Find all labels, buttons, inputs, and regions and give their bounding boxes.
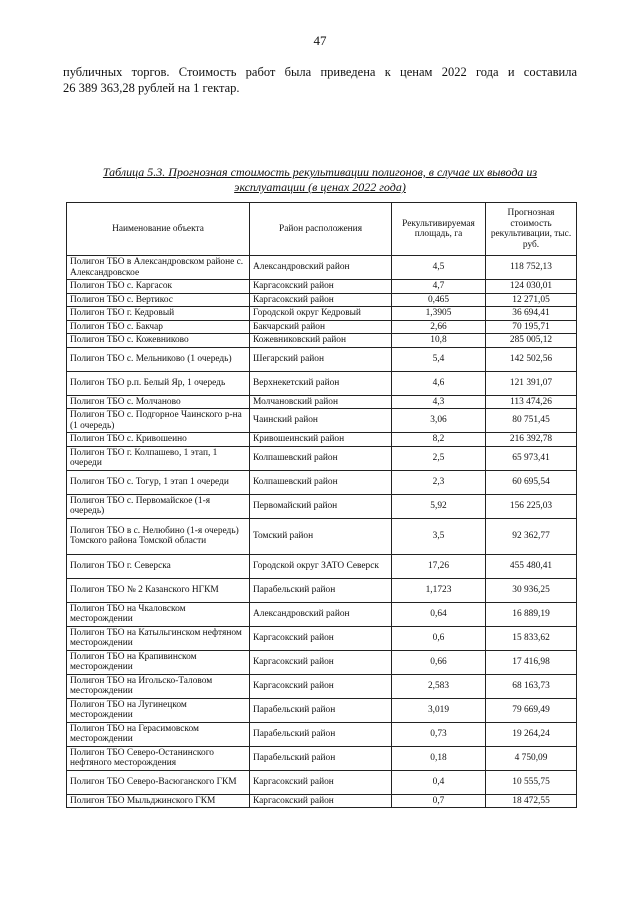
cell-object-name: Полигон ТБО с. Тогур, 1 этап 1 очереди	[67, 470, 250, 494]
table-caption-line-2: эксплуатации (в ценах 2022 года)	[234, 180, 406, 194]
cell-district: Александровский район	[250, 256, 392, 280]
table-caption	[63, 165, 577, 195]
table-row	[67, 770, 577, 794]
cell-object-name: Полигон ТБО с. Кривошеино	[67, 433, 250, 447]
cell-object-name: Полигон ТБО г. Кедровый	[67, 307, 250, 321]
cell-cost: 142 502,56	[486, 347, 577, 371]
cell-cost: 70 195,71	[486, 320, 577, 334]
cell-district: Шегарский район	[250, 347, 392, 371]
table-body	[67, 256, 577, 808]
cell-district: Первомайский район	[250, 494, 392, 518]
cell-cost: 216 392,78	[486, 433, 577, 447]
cell-area: 0,6	[392, 626, 486, 650]
cell-object-name: Полигон ТБО с. Вертикос	[67, 293, 250, 307]
cell-district: Каргасокский район	[250, 794, 392, 808]
table-row	[67, 746, 577, 770]
table-row	[67, 698, 577, 722]
cell-object-name: Полигон ТБО с. Бакчар	[67, 320, 250, 334]
cell-cost: 65 973,41	[486, 446, 577, 470]
cell-district: Александровский район	[250, 602, 392, 626]
cell-cost: 80 751,45	[486, 409, 577, 433]
cell-object-name: Полигон ТБО Мыльджинского ГКМ	[67, 794, 250, 808]
cell-district: Каргасокский район	[250, 280, 392, 294]
table-row	[67, 347, 577, 371]
cell-area: 4,7	[392, 280, 486, 294]
cell-district: Каргасокский район	[250, 650, 392, 674]
intro-line-1: публичных торгов. Стоимость работ была приведена к ценам 2022 года и составила	[63, 65, 577, 79]
table-header-row	[67, 203, 577, 256]
header-cost: Прогнозная стоимость рекультивации, тыс. руб.	[486, 203, 577, 256]
cell-area: 1,1723	[392, 578, 486, 602]
header-district: Район расположения	[250, 203, 392, 256]
cell-object-name: Полигон ТБО с. Каргасок	[67, 280, 250, 294]
cell-area: 10,8	[392, 334, 486, 348]
cell-object-name: Полигон ТБО на Крапивинском месторождении	[67, 650, 250, 674]
cell-object-name: Полигон ТБО на Герасимовском месторождении	[67, 722, 250, 746]
cell-object-name: Полигон ТБО с. Подгорное Чаинского р-на (1 очередь)	[67, 409, 250, 433]
table-row	[67, 554, 577, 578]
cell-area: 17,26	[392, 554, 486, 578]
table-row	[67, 674, 577, 698]
reclamation-cost-table	[66, 202, 577, 808]
cell-object-name: Полигон ТБО г. Северска	[67, 554, 250, 578]
table-row	[67, 722, 577, 746]
table-row	[67, 320, 577, 334]
table-row	[67, 334, 577, 348]
cell-area: 0,18	[392, 746, 486, 770]
cell-cost: 113 474,26	[486, 395, 577, 409]
cell-district: Парабельский район	[250, 578, 392, 602]
table-row	[67, 395, 577, 409]
header-area: Рекультивируемая площадь, га	[392, 203, 486, 256]
cell-object-name: Полигон ТБО Северо-Васюганского ГКМ	[67, 770, 250, 794]
cell-district: Молчановский район	[250, 395, 392, 409]
table-row	[67, 409, 577, 433]
cell-cost: 156 225,03	[486, 494, 577, 518]
cell-cost: 10 555,75	[486, 770, 577, 794]
cell-district: Парабельский район	[250, 698, 392, 722]
cell-cost: 92 362,77	[486, 518, 577, 554]
cell-area: 2,583	[392, 674, 486, 698]
cell-object-name: Полигон ТБО г. Колпашево, 1 этап, 1 очереди	[67, 446, 250, 470]
cell-area: 2,66	[392, 320, 486, 334]
cell-district: Верхнекетский район	[250, 371, 392, 395]
table-row	[67, 578, 577, 602]
cell-area: 0,64	[392, 602, 486, 626]
header-object-name: Наименование объекта	[67, 203, 250, 256]
cell-district: Томский район	[250, 518, 392, 554]
cell-area: 1,3905	[392, 307, 486, 321]
table-row	[67, 256, 577, 280]
table-row	[67, 307, 577, 321]
table-row	[67, 293, 577, 307]
cell-cost: 18 472,55	[486, 794, 577, 808]
cell-object-name: Полигон ТБО Северо-Останинского нефтяного месторождения	[67, 746, 250, 770]
cell-area: 2,5	[392, 446, 486, 470]
intro-paragraph	[63, 64, 577, 96]
table-row	[67, 794, 577, 808]
cell-area: 4,6	[392, 371, 486, 395]
cell-cost: 15 833,62	[486, 626, 577, 650]
cell-cost: 79 669,49	[486, 698, 577, 722]
cell-area: 0,73	[392, 722, 486, 746]
cell-area: 2,3	[392, 470, 486, 494]
page-number: 47	[313, 33, 327, 48]
cell-object-name: Полигон ТБО на Катыльгинском нефтяном месторождении	[67, 626, 250, 650]
cell-district: Городской округ Кедровый	[250, 307, 392, 321]
cell-object-name: Полигон ТБО в с. Нелюбино (1-я очередь) Томского района Томской области	[67, 518, 250, 554]
cell-cost: 121 391,07	[486, 371, 577, 395]
cell-district: Парабельский район	[250, 746, 392, 770]
cell-cost: 30 936,25	[486, 578, 577, 602]
cell-object-name: Полигон ТБО на Лугинецком месторождении	[67, 698, 250, 722]
cell-cost: 124 030,01	[486, 280, 577, 294]
cell-district: Парабельский район	[250, 722, 392, 746]
cell-district: Колпашевский район	[250, 446, 392, 470]
cell-object-name: Полигон ТБО с. Молчаново	[67, 395, 250, 409]
cell-area: 4,3	[392, 395, 486, 409]
cell-cost: 285 005,12	[486, 334, 577, 348]
cell-object-name: Полигон ТБО на Чкаловском месторождении	[67, 602, 250, 626]
intro-line-2: 26 389 363,28 рублей на 1 гектар.	[63, 81, 240, 95]
cell-district: Каргасокский район	[250, 626, 392, 650]
cell-object-name: Полигон ТБО № 2 Казанского НГКМ	[67, 578, 250, 602]
table-row	[67, 446, 577, 470]
cell-district: Каргасокский район	[250, 674, 392, 698]
cell-cost: 16 889,19	[486, 602, 577, 626]
cell-area: 8,2	[392, 433, 486, 447]
cell-cost: 4 750,09	[486, 746, 577, 770]
cell-area: 3,5	[392, 518, 486, 554]
table-row	[67, 470, 577, 494]
cell-district: Городской округ ЗАТО Северск	[250, 554, 392, 578]
cell-district: Кожевниковский район	[250, 334, 392, 348]
cell-object-name: Полигон ТБО с. Кожевниково	[67, 334, 250, 348]
cell-object-name: Полигон ТБО р.п. Белый Яр, 1 очередь	[67, 371, 250, 395]
table-row	[67, 518, 577, 554]
cell-district: Чаинский район	[250, 409, 392, 433]
cell-district: Кривошеинский район	[250, 433, 392, 447]
cell-object-name: Полигон ТБО на Игольско-Таловом месторождении	[67, 674, 250, 698]
cell-object-name: Полигон ТБО с. Мельниково (1 очередь)	[67, 347, 250, 371]
cell-object-name: Полигон ТБО в Александровском районе с. Александровское	[67, 256, 250, 280]
cell-area: 0,4	[392, 770, 486, 794]
table-caption-line-1: Таблица 5.3. Прогнозная стоимость рекультивации полигонов, в случае их вывода из	[102, 165, 538, 179]
cell-cost: 19 264,24	[486, 722, 577, 746]
table-row	[67, 626, 577, 650]
cell-cost: 36 694,41	[486, 307, 577, 321]
cell-area: 0,465	[392, 293, 486, 307]
table-row	[67, 371, 577, 395]
cell-cost: 60 695,54	[486, 470, 577, 494]
cell-district: Бакчарский район	[250, 320, 392, 334]
table-row	[67, 433, 577, 447]
cell-area: 0,7	[392, 794, 486, 808]
table-row	[67, 494, 577, 518]
table-row	[67, 280, 577, 294]
cell-cost: 12 271,05	[486, 293, 577, 307]
cell-cost: 68 163,73	[486, 674, 577, 698]
cell-district: Каргасокский район	[250, 770, 392, 794]
cell-area: 5,92	[392, 494, 486, 518]
table-row	[67, 602, 577, 626]
cell-object-name: Полигон ТБО с. Первомайское (1-я очередь)	[67, 494, 250, 518]
cell-area: 0,66	[392, 650, 486, 674]
cell-area: 3,019	[392, 698, 486, 722]
cell-district: Каргасокский район	[250, 293, 392, 307]
cell-area: 3,06	[392, 409, 486, 433]
cell-cost: 17 416,98	[486, 650, 577, 674]
table-row	[67, 650, 577, 674]
cell-area: 5,4	[392, 347, 486, 371]
cell-district: Колпашевский район	[250, 470, 392, 494]
cell-cost: 455 480,41	[486, 554, 577, 578]
cell-cost: 118 752,13	[486, 256, 577, 280]
cell-area: 4,5	[392, 256, 486, 280]
